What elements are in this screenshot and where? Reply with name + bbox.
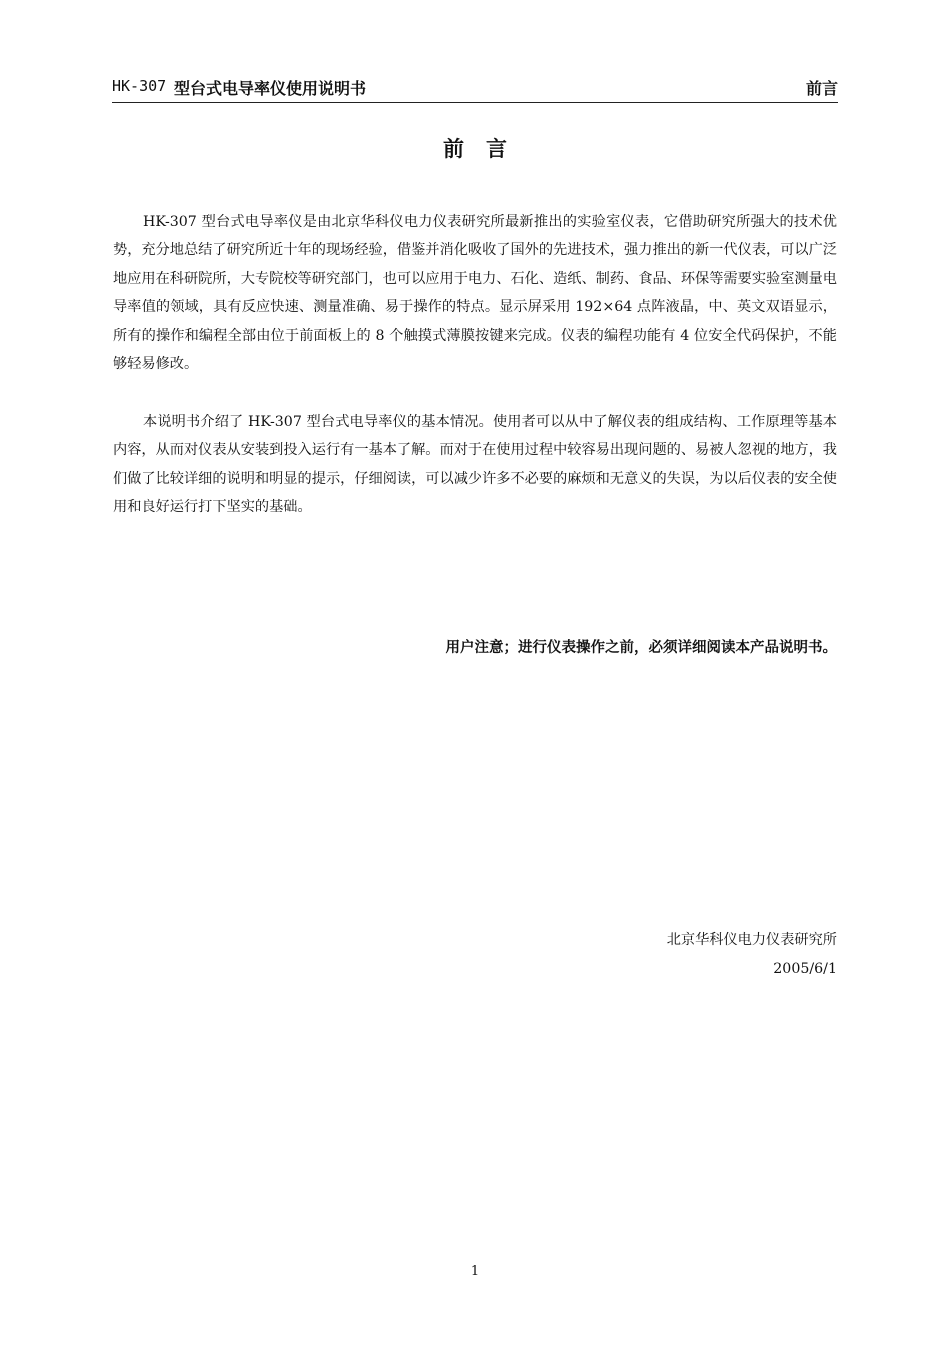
page-title: 前言 [443, 137, 529, 161]
header-section: 前言 [805, 79, 838, 98]
page-header [112, 76, 838, 103]
signature-organization: 北京华科仪电力仪表研究所 [666, 932, 837, 948]
manual-description-paragraph: 本说明书介绍了 HK-307 型台式电导率仪的基本情况。使用者可以从中了解仪表的组成结构、工作原理等基本内容，从而对仪表从安装到投入运行有一基本了解。而对于在使用过程中较容易出现问题的、易被人忽视的地方，我们做了比较详细的说明和明显的提示，仔细阅读，可以减少许多不必要的麻烦和无意义的失误，为以后仪表的安全使用和良好运行打下坚实的基础。 [113, 414, 837, 516]
signature-date: 2005/6/1 [773, 961, 837, 977]
header-title: 型台式电导率仪使用说明书 [174, 79, 367, 98]
page-number: 1 [470, 1264, 480, 1279]
user-notice: 用户注意；进行仪表操作之前，必须详细阅读本产品说明书。 [445, 640, 837, 656]
signature-block [667, 926, 837, 984]
header-model: HK-307 [112, 77, 167, 95]
intro-paragraph: HK-307 型台式电导率仪是由北京华科仪电力仪表研究所最新推出的实验室仪表，它借助研究所强大的技术优势，充分地总结了研究所近十年的现场经验，借鉴并消化吸收了国外的先进技术，强力推出的新一代仪表，可以广泛地应用在科研院所，大专院校等研究部门，也可以应用于电力、石化、造纸、制药、食品、环保等需要实验室测量电导率值的领域，具有反应快速、测量准确、易于操作的特点。显示屏采用 192×64 点阵液晶，中、英文双语显示，所有的操作和编程全部由位于前面板上的 8 个触摸式薄膜按键来完成。仪表的编程功能有 4 位安全代码保护，不能够轻易修改。 [113, 214, 837, 373]
